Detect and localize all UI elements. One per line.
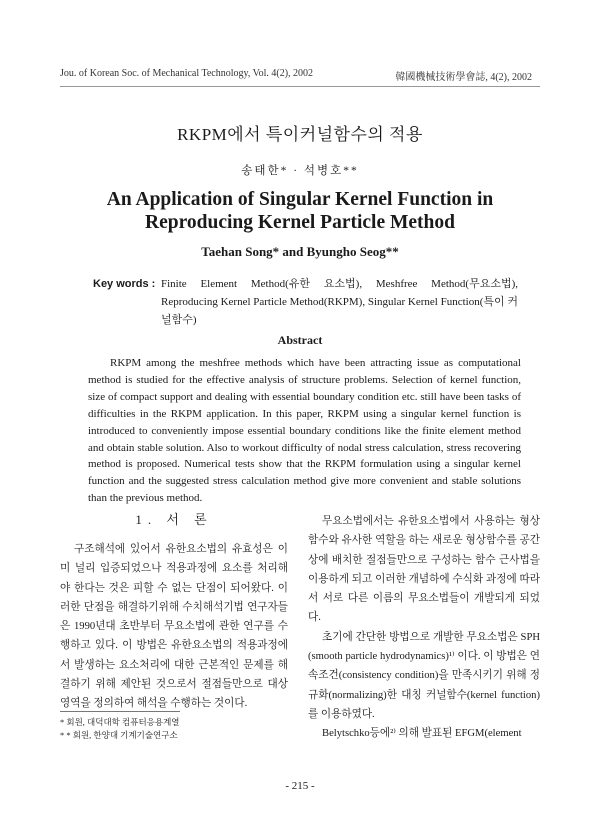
english-authors: Taehan Song* and Byungho Seog** — [201, 244, 399, 259]
korean-authors: 송태한* · 석병호** — [241, 165, 359, 177]
keywords-text: Finite Element Method(유한 요소법), Meshfree Method(무요소법), Reproducing Kernel Particle Method(RKPM), Singular Kernel Function(특이 커널함수) — [161, 278, 518, 326]
english-title — [60, 188, 540, 234]
left-column — [60, 512, 288, 714]
page-number: - 215 - — [285, 780, 315, 792]
keywords-label: Key words : — [93, 278, 156, 290]
footnote-1: * 회원, 대덕대학 컴퓨터응용계열 — [60, 717, 180, 727]
right-paragraph-2: 초기에 간단한 방법으로 개발한 무요소법은 SPH (smooth particle hydrodynamics)¹⁾ 이다. 이 방법은 연속조건(consistency condition)을 만족시키기 위해 정규화(normalizing)한 대칭 커널함수(kernel function)를 이용하였다. — [308, 631, 540, 720]
header-rule — [60, 86, 540, 87]
right-column — [308, 512, 540, 744]
abstract-body: RKPM among the meshfree methods which have been attracting issue as computational method is studied for the effective analysis of structure problems. Selection of kernel function, size of compact support and dealing with essential boundary condition etc. still have been tasks of difficulties in the RKPM application. In this paper, RKPM using a singular kernel function is introduced to conveniently impose essential boundary conditions like the finite element method and obtain stable solution. Also to workout difficulty of nodal stress calculation, stress recovering method is proposed. Numerical tests show that the RKPM formulation using a singular kernel function and the suggested stress calculation method give more convenient and stable solutions than the previous method. — [88, 357, 521, 505]
section-heading-introduction: 1. 서 론 — [135, 512, 213, 527]
right-paragraph-1: 무요소법에서는 유한요소법에서 사용하는 형상함수와 유사한 역할을 하는 새로운 형상함수를 공간상에 배치한 절점들만으로 구성하는 함수 근사법을 이용하게 되고 이러한 개념하에 수식화 과정에 따라서 서로 다른 이름의 무요소법들이 개발되게 되었다. — [308, 516, 540, 624]
journal-header-en: Jou. of Korean Soc. of Mechanical Technology, Vol. 4(2), 2002 — [60, 68, 314, 79]
abstract-title: Abstract — [277, 333, 323, 347]
korean-title: RKPM에서 특이커널함수의 적용 — [177, 125, 423, 144]
journal-header-kr: 韓國機械技術學會誌, 4(2), 2002 — [395, 72, 532, 83]
english-title-line-2: Reproducing Kernel Particle Method — [145, 212, 455, 233]
right-paragraph-3: Belytschko등에²⁾ 의해 발표된 EFGM(element — [322, 728, 522, 740]
footnote-rule — [60, 711, 180, 712]
intro-paragraph-1: 구조해석에 있어서 유한요소법의 유효성은 이미 널리 입증되었으나 적용과정에 요소를 처리해야 한다는 것은 피할 수 없는 단점이 되어왔다. 이러한 단점을 해결하기위해 수치해석기법 연구자들은 1990년대 초반부터 무요소법에 관한 연구를 수행하고 있다. 이 방법은 유한요소법의 적용과정에서 발생하는 요소처리에 대한 근본적인 문제를 해결하기 위해 제안된 것으로서 절점들만으로 대상영역을 정의하여 해석을 수행하는 것이다. — [60, 544, 288, 710]
footnote-2: * * 회원, 한양대 기계기술연구소 — [60, 730, 178, 740]
english-title-line-1: An Application of Singular Kernel Function in — [106, 189, 494, 210]
